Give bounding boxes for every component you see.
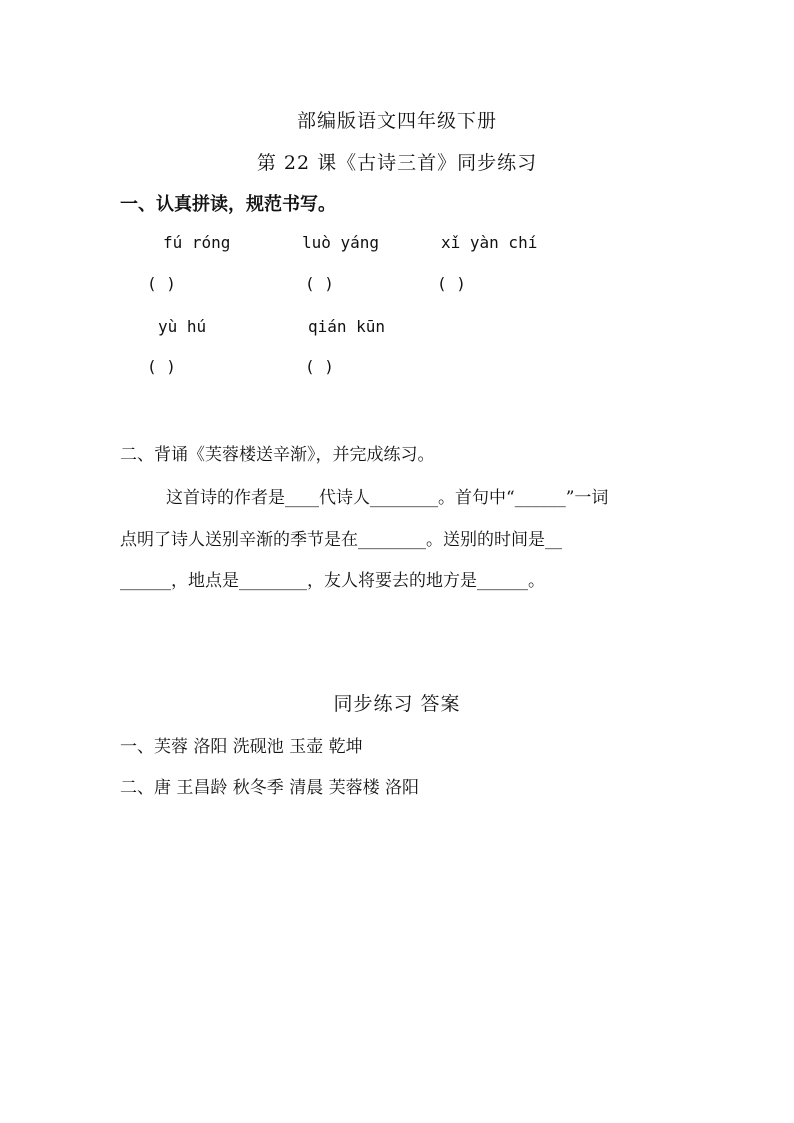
pinyin-item: xǐ yàn chí	[441, 233, 538, 252]
pinyin-item: fú róng	[163, 233, 231, 252]
exercise-line: 点明了诗人送别辛渐的季节是在________。送别的时间是__	[120, 530, 562, 550]
answer-line: 二、唐 王昌龄 秋冬季 清晨 芙蓉楼 洛阳	[120, 778, 420, 798]
pinyin-item: qián kūn	[308, 317, 386, 336]
answer-line: 一、芙蓉 洛阳 洗砚池 玉壶 乾坤	[120, 737, 363, 757]
document-title: 部编版语文四年级下册	[296, 110, 497, 132]
section1-heading: 一、认真拼读，规范书写。	[120, 194, 336, 215]
exercise-line: 这首诗的作者是____代诗人________。首句中“______”一词	[166, 488, 609, 508]
document-subtitle: 第 22 课《古诗三首》同步练习	[256, 152, 538, 174]
pinyin-item: yù hú	[158, 317, 207, 336]
answer-blank: ( )	[147, 357, 176, 376]
section2-heading: 二、背诵《芙蓉楼送辛渐》，并完成练习。	[120, 445, 435, 465]
exercise-line: ______，地点是________，友人将要去的地方是______。	[120, 571, 545, 591]
answers-title: 同步练习 答案	[333, 693, 461, 715]
answer-blank: ( )	[305, 274, 334, 293]
answer-blank: ( )	[147, 274, 176, 293]
answer-blank: ( )	[305, 357, 334, 376]
answer-blank: ( )	[437, 274, 466, 293]
pinyin-item: luò yáng	[302, 233, 380, 252]
